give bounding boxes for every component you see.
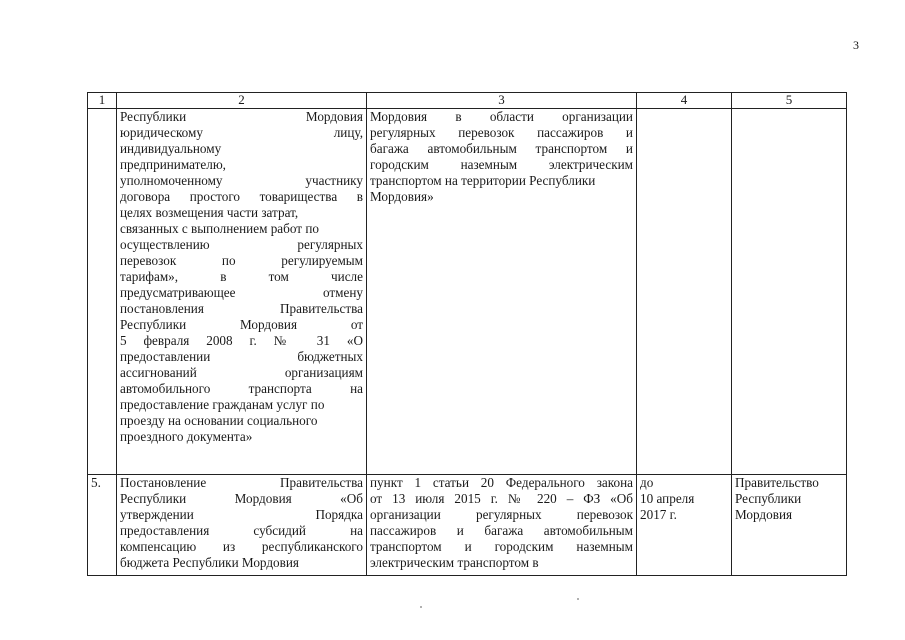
text-line: транспортом и городским наземным	[370, 539, 633, 554]
text-line: транспортом на территории Республики	[370, 173, 596, 188]
text-line: проездного документа»	[120, 429, 253, 444]
header-cell-1: 1	[88, 93, 117, 109]
scan-speck	[420, 606, 422, 608]
scan-speck	[577, 598, 579, 600]
text-line: утверждении Порядка	[120, 507, 363, 522]
text-line: 2017 г.	[640, 507, 677, 522]
header-row	[88, 93, 847, 109]
text-line: юридическому лицу,	[120, 125, 363, 140]
page-number: 3	[853, 38, 859, 52]
text-line: Постановление Правительства	[120, 475, 363, 490]
text-line: 5 февраля 2008 г. № 31 «О	[120, 333, 363, 348]
text-line: постановления Правительства	[120, 301, 363, 316]
text-line: Республики Мордовия	[120, 109, 363, 124]
table-row	[88, 475, 847, 576]
text-line: регулярных перевозок пассажиров и	[370, 125, 633, 140]
text-line: электрическим транспортом в	[370, 555, 539, 570]
row1-basis-cell	[367, 109, 637, 475]
row1-document-cell	[117, 109, 367, 475]
table-row	[88, 109, 847, 475]
text-line: целях возмещения части затрат,	[120, 205, 299, 220]
text-line: предоставления субсидий на	[120, 523, 363, 538]
text-line: тарифам», в том числе	[120, 269, 363, 284]
row2-deadline-cell	[637, 475, 732, 576]
text-line: предоставление гражданам услуг по	[120, 397, 325, 412]
text-line: 10 апреля	[640, 491, 695, 506]
text-line: ассигнований организациям	[120, 365, 363, 380]
text-line: от 13 июля 2015 г. № 220 – ФЗ «Об	[370, 491, 633, 506]
text-line: Республики Мордовия «Об	[120, 491, 363, 506]
text-line: организации регулярных перевозок	[370, 507, 633, 522]
row2-document-cell	[117, 475, 367, 576]
header-cell-3: 3	[367, 93, 637, 109]
row2-responsible-cell	[732, 475, 847, 576]
text-line: перевозок по регулируемым	[120, 253, 363, 268]
text-line: предоставлении бюджетных	[120, 349, 363, 364]
row2-basis-cell	[367, 475, 637, 576]
text-line: Мордовия	[735, 507, 793, 522]
text-line: багажа автомобильным транспортом и	[370, 141, 633, 156]
header-cell-2: 2	[117, 93, 367, 109]
text-line: пункт 1 статьи 20 Федерального закона	[370, 475, 633, 490]
text-line: проезду на основании социального	[120, 413, 318, 428]
text-line: городским наземным электрическим	[370, 157, 633, 172]
text-line: пассажиров и багажа автомобильным	[370, 523, 633, 538]
header-cell-5: 5	[732, 93, 847, 109]
text-line: Правительство	[735, 475, 819, 490]
text-line: бюджета Республики Мордовия	[120, 555, 299, 570]
text-line: предпринимателю,	[120, 157, 226, 172]
row2-number-cell: 5.	[88, 475, 117, 576]
text-line: договора простого товарищества в	[120, 189, 363, 204]
row1-responsible-cell	[732, 109, 847, 475]
text-line: индивидуальному	[120, 141, 222, 156]
text-line: уполномоченному участнику	[120, 173, 363, 188]
text-line: до	[640, 475, 654, 490]
text-line: Мордовия в области организации	[370, 109, 633, 124]
text-line: Республики Мордовия от	[120, 317, 363, 332]
row1-deadline-cell	[637, 109, 732, 475]
text-line: осуществлению регулярных	[120, 237, 363, 252]
text-line: предусматривающее отмену	[120, 285, 363, 300]
document-table	[87, 92, 847, 576]
text-line: компенсацию из республиканского	[120, 539, 363, 554]
text-line: Мордовия»	[370, 189, 434, 204]
text-line: связанных с выполнением работ по	[120, 221, 320, 236]
row1-number-cell	[88, 109, 117, 475]
header-cell-4: 4	[637, 93, 732, 109]
text-line: Республики	[735, 491, 802, 506]
text-line: автомобильного транспорта на	[120, 381, 363, 396]
